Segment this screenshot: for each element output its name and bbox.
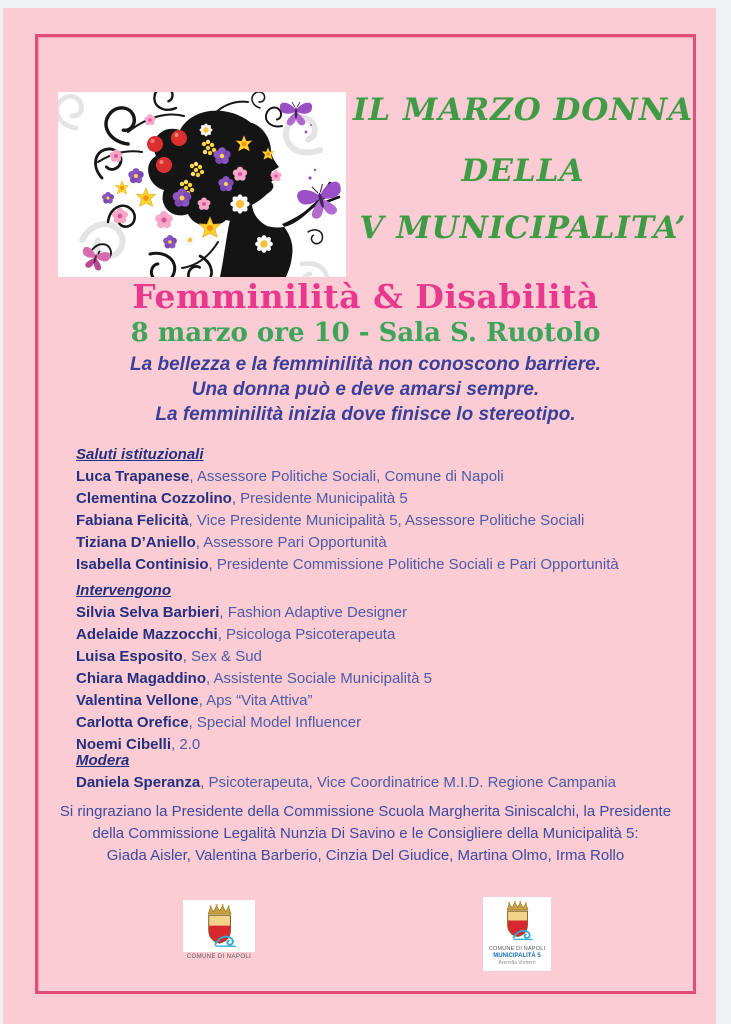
speaker-name: Isabella Continisio — [76, 556, 209, 573]
speaker-row — [76, 772, 676, 794]
speaker-name: Fabiana Felicità — [76, 512, 189, 529]
speaker-row — [76, 690, 676, 712]
speaker-role: , Fashion Adaptive Designer — [219, 604, 408, 621]
speaker-name: Chiara Magaddino — [76, 670, 207, 687]
speaker-row — [76, 488, 676, 510]
speaker-name: Daniela Speranza — [76, 774, 201, 791]
speaker-name: Luisa Esposito — [76, 648, 183, 665]
section-title: Intervengono — [76, 582, 172, 599]
speaker-role: , Psicoterapeuta, Vice Coordinatrice M.I.D. Regione Campania — [200, 774, 616, 791]
speaker-name: Valentina Vellone — [76, 692, 199, 709]
speaker-role: , Vice Presidente Municipalità 5, Assessore Politiche Sociali — [188, 512, 585, 529]
quote-line: La femminilità inizia dove finisce lo stereotipo. — [155, 404, 576, 425]
woman-flowers-illustration — [58, 92, 346, 277]
poster-title-line-3: V MUNICIPALITA’ — [359, 210, 687, 246]
napoli-crest-icon — [489, 899, 545, 941]
logo-caption: COMUNE DI NAPOLI — [488, 946, 546, 952]
logo-caption-municipalita: MUNICIPALITÀ 5 — [493, 952, 541, 959]
poster-title-line-1: IL MARZO DONNA — [352, 92, 694, 128]
speaker-role: , Assessore Pari Opportunità — [195, 534, 387, 551]
speaker-row — [76, 554, 676, 576]
speaker-role: , 2.0 — [171, 736, 201, 753]
speaker-role: , Special Model Influencer — [188, 714, 362, 731]
acknowledgement-line: Giada Aisler, Valentina Barberio, Cinzia Del Giudice, Martina Olmo, Irma Rollo — [106, 847, 625, 864]
event-headline: Femminilità & Disabilità — [132, 277, 599, 316]
logo-box — [483, 897, 551, 971]
speaker-row — [76, 646, 676, 668]
section-intervengono — [76, 580, 676, 756]
speaker-role: , Assessore Politiche Sociali, Comune di Napoli — [189, 468, 504, 485]
section-title: Modera — [76, 752, 130, 769]
speaker-row — [76, 510, 676, 532]
speaker-row — [76, 712, 676, 734]
speaker-name: Carlotta Orefice — [76, 714, 189, 731]
napoli-crest-icon — [187, 902, 251, 948]
comune-di-napoli-logo — [183, 900, 255, 960]
quote-line: Una donna può e deve amarsi sempre. — [191, 379, 540, 400]
quote-line: La bellezza e la femminilità non conoscono barriere. — [130, 354, 601, 375]
acknowledgement-line: della Commissione Legalità Nunzia Di Savino e le Consigliere della Municipalità 5: — [92, 825, 639, 842]
event-date-location: 8 marzo ore 10 - Sala S. Ruotolo — [130, 318, 601, 348]
section-title: Saluti istituzionali — [76, 446, 204, 463]
logo-box — [183, 900, 255, 952]
event-quotes — [35, 352, 696, 427]
speaker-role: , Sex & Sud — [182, 648, 262, 665]
speaker-row — [76, 624, 676, 646]
acknowledgements — [55, 801, 676, 867]
speaker-row — [76, 532, 676, 554]
speaker-role: , Aps “Vita Attiva” — [198, 692, 313, 709]
speaker-row — [76, 466, 676, 488]
speaker-name: Tiziana D’Aniello — [76, 534, 196, 551]
speaker-name: Noemi Cibelli — [76, 736, 172, 753]
speaker-role: , Presidente Municipalità 5 — [231, 490, 408, 507]
speaker-name: Clementina Cozzolino — [76, 490, 232, 507]
acknowledgement-line: Si ringraziano la Presidente della Commissione Scuola Margherita Siniscalchi, la Presidente — [59, 803, 672, 820]
logo-caption: COMUNE DI NAPOLI — [186, 954, 252, 960]
poster-title-line-2: DELLA — [461, 153, 585, 189]
speaker-row — [76, 602, 676, 624]
speaker-name: Adelaide Mazzocchi — [76, 626, 218, 643]
speaker-role: , Presidente Commissione Politiche Sociali e Pari Opportunità — [208, 556, 619, 573]
speaker-role: , Psicologa Psicoterapeuta — [217, 626, 396, 643]
speaker-row — [76, 668, 676, 690]
speaker-role: , Assistente Sociale Municipalità 5 — [206, 670, 432, 687]
speaker-name: Silvia Selva Barbieri — [76, 604, 220, 621]
speaker-name: Luca Trapanese — [76, 468, 190, 485]
logo-caption-area: Arenella Vomero — [498, 959, 536, 966]
section-modera — [76, 750, 676, 794]
municipalita-5-logo — [483, 897, 551, 971]
section-saluti-istituzionali — [76, 444, 676, 576]
